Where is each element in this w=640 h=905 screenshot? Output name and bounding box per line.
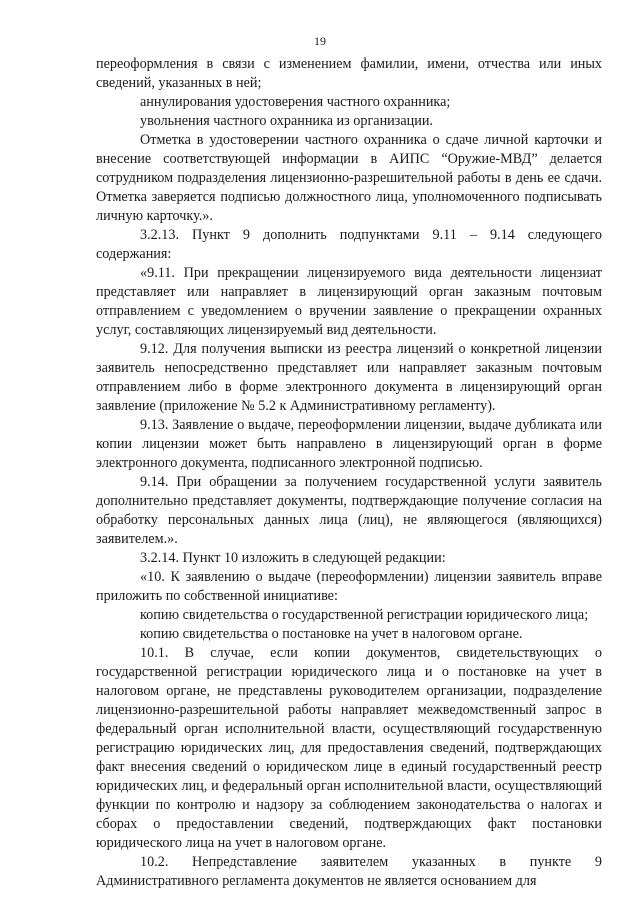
paragraph: Отметка в удостоверении частного охранника о сдаче личной карточки и внесение соответствующей информации в АИПС “Оружие-МВД” делается сотрудником подразделения лицензионно-разрешительной работы в день ее сдачи. Отметка заверяется подписью должностного лица, уполномоченного подписывать личную карточку.».	[96, 132, 602, 224]
paragraph: «9.11. При прекращении лицензируемого вида деятельности лицензиат представляет или направляет в лицензирующий орган заказным почтовым отправлением с уведомлением о вручении заявление о прекращении охранных услуг, составляющих лицензируемый вид деятельности.	[96, 265, 602, 338]
page-number: 19	[314, 34, 326, 48]
paragraph: 10.2. Непредставление заявителем указанных в пункте 9 Административного регламента документов не является основанием для	[96, 854, 602, 889]
document-body	[96, 55, 602, 891]
paragraph: 3.2.14. Пункт 10 изложить в следующей редакции:	[140, 550, 446, 566]
paragraph: аннулирования удостоверения частного охранника;	[140, 94, 451, 110]
paragraph: переоформления в связи с изменением фамилии, имени, отчества или иных сведений, указанных в ней;	[96, 56, 602, 91]
paragraph: копию свидетельства о постановке на учет в налоговом органе.	[140, 626, 523, 642]
paragraph: 10.1. В случае, если копии документов, свидетельствующих о государственной регистрации юридического лица и о постановке на учет в налоговом органе, не представлены руководителем организации, подразделение лицензионно-разрешительной работы направляет межведомственный запрос в федеральный орган исполнительной власти, осуществляющий государственную регистрацию юридических лиц, для предоставления сведений, подтверждающих факт внесения сведений о юридическом лице в единый государственный реестр юридических лиц, и федеральный орган исполнительной власти, осуществляющий функции по контролю и надзору за соблюдением законодательства о налогах и сборах о предоставлении сведений, подтверждающих факт постановки юридического лица на учет в налоговом органе.	[96, 645, 602, 851]
paragraph: 9.13. Заявление о выдаче, переоформлении лицензии, выдаче дубликата или копии лицензии может быть направлено в лицензирующий орган в форме электронного документа, подписанного электронной подписью.	[96, 417, 602, 471]
paragraph: копию свидетельства о государственной регистрации юридического лица;	[140, 607, 589, 623]
paragraph: 9.14. При обращении за получением государственной услуги заявитель дополнительно представляет документы, подтверждающие получение согласия на обработку персональных данных лица (лиц), не являющегося (являющихся) заявителем.».	[96, 474, 602, 547]
paragraph: 9.12. Для получения выписки из реестра лицензий о конкретной лицензии заявитель непосредственно представляет или направляет заказным почтовым отправлением либо в форме электронного документа в лицензирующий орган заявление (приложение № 5.2 к Административному регламенту).	[96, 341, 602, 414]
paragraph: «10. К заявлению о выдаче (переоформлении) лицензии заявитель вправе приложить по собственной инициативе:	[96, 569, 602, 604]
paragraph: 3.2.13. Пункт 9 дополнить подпунктами 9.11 – 9.14 следующего содержания:	[96, 227, 602, 262]
paragraph: увольнения частного охранника из организации.	[140, 113, 434, 129]
